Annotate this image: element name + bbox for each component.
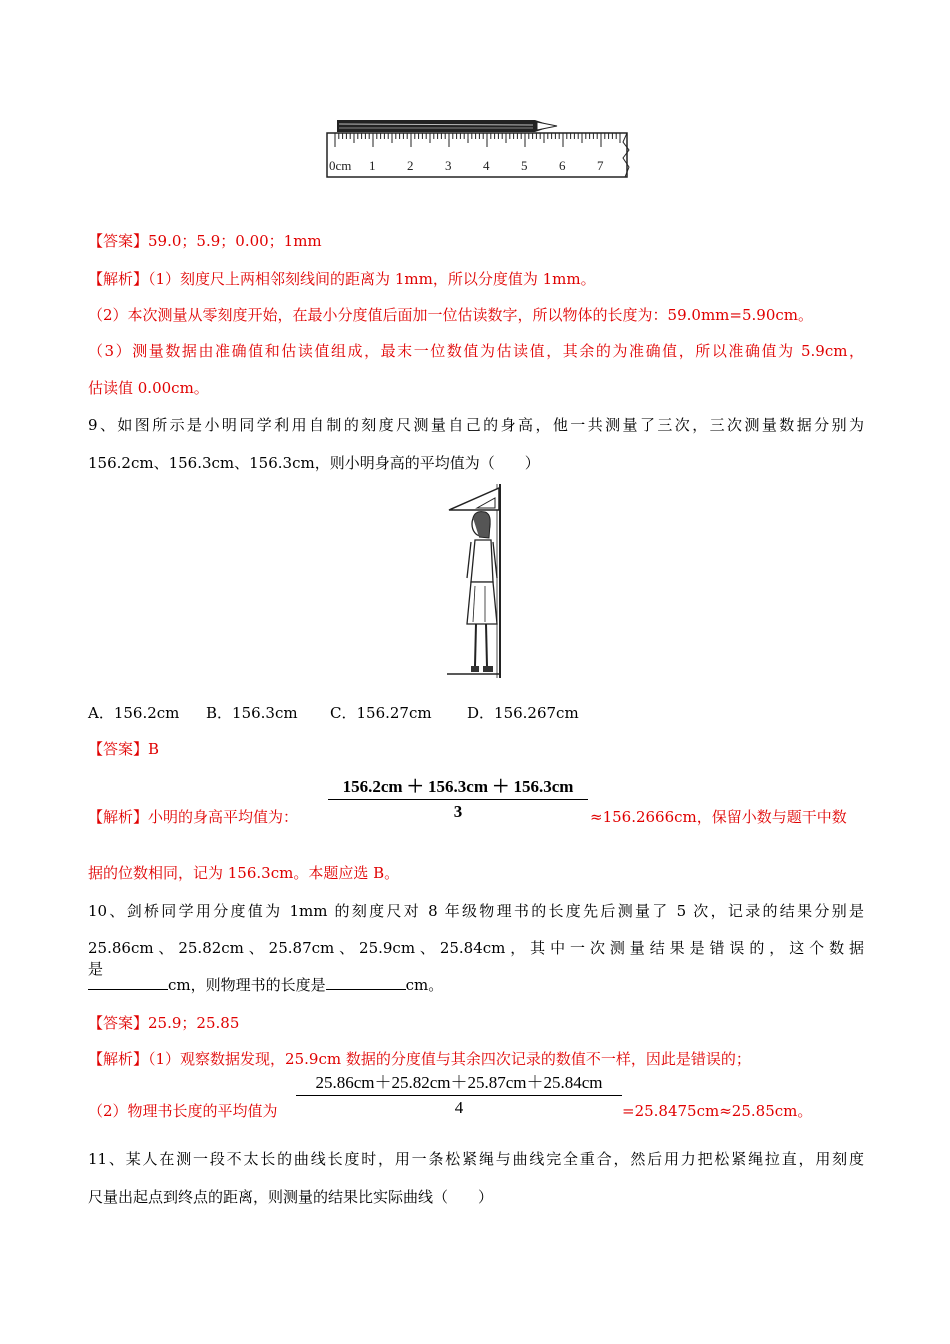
analysis-tag: 【解析】 <box>88 808 149 826</box>
ruler-figure <box>325 112 635 182</box>
q10-analysis-1 <box>88 1048 751 1069</box>
answer-text: 59.0；5.9；0.00；1mm <box>148 232 322 250</box>
q11-stem-2: 尺量出起点到终点的距离，则测量的结果比实际曲线（ ） <box>88 1188 494 1206</box>
q10-fraction <box>296 1068 622 1118</box>
analysis-text: 小明的身高平均值为： <box>148 808 299 826</box>
q9-answer <box>88 738 159 759</box>
q10-analysis-tail: =25.8475cm≈25.85cm。 <box>622 1102 813 1120</box>
q8-analysis-3a: （3）测量数据由准确值和估读值组成，最末一位数值为估读值，其余的为准确值，所以准确值为 5.9cm， <box>88 342 864 360</box>
q9-stem-2: 156.2cm、156.3cm、156.3cm，则小明身高的平均值为（ ） <box>88 454 540 472</box>
q9-fraction <box>328 772 588 822</box>
q11-stem-1: 11、某人在测一段不太长的曲线长度时，用一条松紧绳与曲线完全重合，然后用力把松紧绳拉直，用刻度 <box>88 1150 864 1168</box>
q9-analysis-tail: ≈156.2666cm，保留小数与题干中数 <box>590 808 847 826</box>
answer-tag: 【答案】 <box>88 1014 149 1032</box>
fraction-numerator: 156.2cm ＋ 156.3cm ＋ 156.3cm <box>342 777 574 796</box>
q9-analysis-lead <box>88 806 298 827</box>
ruler-label: 2 <box>407 158 414 173</box>
ruler-label: 0cm <box>329 158 352 173</box>
analysis-tag: 【解析】 <box>88 270 149 288</box>
q9-stem-1: 9、如图所示是小明同学利用自制的刻度尺测量自己的身高，他一共测量了三次，三次测量数据分别为 <box>88 416 864 434</box>
fraction-denominator: 3 <box>453 802 463 821</box>
q9-option-c[interactable]: C．156.27cm <box>330 704 432 722</box>
q9-option-a[interactable]: A．156.2cm <box>88 704 180 722</box>
q10-stem-1: 10、剑桥同学用分度值为 1mm 的刻度尺对 8 年级物理书的长度先后测量了 5 次，记录的结果分别是 <box>88 902 864 920</box>
q10-stem-2: 25.86cm 、 25.82cm 、 25.87cm 、 25.9cm 、 25.84cm ， 其 中 一 次 测 量 结 果 是 错 误 的 ， 这 个 数 据 是 <box>88 939 864 978</box>
answer-text: 25.9；25.85 <box>148 1014 240 1032</box>
stem-text: cm，则物理书的长度是 <box>168 976 326 994</box>
q8-analysis-1 <box>88 268 596 289</box>
analysis-text: （1）观察数据发现，25.9cm 数据的分度值与其余四次记录的数值不一样，因此是错误的； <box>148 1050 751 1068</box>
answer-blank-1[interactable] <box>88 975 168 990</box>
q8-answer <box>88 230 322 251</box>
answer-text: B <box>148 740 160 758</box>
fraction-denominator: 4 <box>454 1098 464 1117</box>
ruler-label: 4 <box>483 158 490 173</box>
answer-blank-2[interactable] <box>326 975 406 990</box>
analysis-tag: 【解析】 <box>88 1050 149 1068</box>
q8-analysis-2: （2）本次测量从零刻度开始，在最小分度值后面加一位估读数字，所以物体的长度为：59.0mm=5.90cm。 <box>88 306 813 324</box>
q10-stem-3 <box>88 974 443 995</box>
fraction-numerator: 25.86cm＋25.82cm＋25.87cm＋25.84cm <box>315 1073 603 1092</box>
ruler-label: 1 <box>369 158 376 173</box>
ruler-label: 6 <box>559 158 566 173</box>
ruler-label: 3 <box>445 158 452 173</box>
q9-option-d[interactable]: D．156.267cm <box>467 704 579 722</box>
stem-text-end: cm。 <box>405 976 444 994</box>
height-measure-figure <box>445 482 507 680</box>
answer-tag: 【答案】 <box>88 232 149 250</box>
answer-tag: 【答案】 <box>88 740 149 758</box>
ruler-label: 7 <box>597 158 604 173</box>
q9-analysis-2: 据的位数相同，记为 156.3cm。本题应选 B。 <box>88 864 400 882</box>
q10-answer <box>88 1012 239 1033</box>
q10-analysis-2: （2）物理书长度的平均值为 <box>88 1102 278 1120</box>
q8-analysis-3b: 估读值 0.00cm。 <box>88 379 209 397</box>
analysis-text: （1）刻度尺上两相邻刻线间的距离为 1mm，所以分度值为 1mm。 <box>148 270 596 288</box>
ruler-label: 5 <box>521 158 528 173</box>
q9-option-b[interactable]: B．156.3cm <box>206 704 298 722</box>
